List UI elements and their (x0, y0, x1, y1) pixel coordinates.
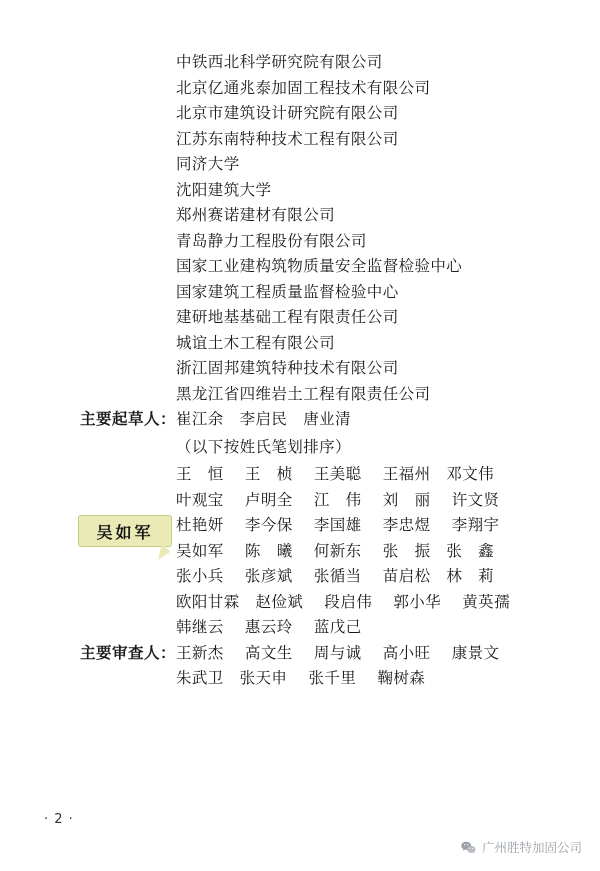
wechat-icon (461, 841, 476, 854)
list-item: 建研地基基础工程有限责任公司 (176, 308, 399, 326)
list-item: 江苏东南特种技术工程有限公司 (176, 129, 399, 148)
list-item: 北京市建筑设计研究院有限公司 (176, 104, 399, 122)
list-item: 叶观宝 卢明全 江 伟 刘 丽 许文贤 (176, 490, 500, 509)
drafters-label: 主要起草人： (80, 410, 177, 428)
drafters-name-list (0, 462, 600, 641)
list-item: 韩继云 惠云玲 蓝戊己 (176, 618, 362, 636)
list-item: 国家工业建构筑物质量安全监督检验中心 (176, 257, 463, 275)
list-item: 黑龙江省四维岩土工程有限责任公司 (176, 384, 431, 403)
reviewers-row (0, 641, 600, 667)
list-item: 郑州赛诺建材有限公司 (176, 206, 336, 224)
list-item: 北京亿通兆泰加固工程技术有限公司 (176, 78, 431, 97)
reviewers-continuation-line: 朱武卫 张天申 张千里 鞠树森 (176, 669, 426, 687)
list-item: 吴如军 陈 曦 何新东 张 振 张 鑫 (176, 541, 495, 560)
footer-brand-label: 广州胜特加固公司 (481, 840, 582, 855)
reviewers-label: 主要审查人： (80, 643, 177, 662)
footer-brand (461, 838, 582, 856)
organization-list (0, 50, 600, 407)
list-item: 浙江固邦建筑特种技术有限公司 (176, 359, 399, 377)
list-item: 城谊土木工程有限公司 (176, 333, 336, 352)
list-item: 欧阳甘霖 赵俭斌 段启伟 郭小华 黄英孺 (176, 592, 510, 611)
list-item: 同济大学 (176, 155, 240, 173)
page-number: · 2 · (44, 812, 74, 827)
list-item: 王 恒 王 桢 王美聪 王福州 邓文伟 (176, 465, 495, 483)
reviewers-first-line: 王新杰 高文生 周与诚 高小旺 康景文 (176, 643, 500, 662)
document-body (0, 50, 600, 692)
list-item: 张小兵 张彦斌 张循当 苗启松 林 莉 (176, 567, 495, 585)
list-item: 中铁西北科学研究院有限公司 (176, 53, 383, 71)
drafters-lead-names: 崔江余 李启民 唐业清 (176, 410, 351, 428)
list-item: 国家建筑工程质量监督检验中心 (176, 282, 399, 301)
list-item: 青岛静力工程股份有限公司 (176, 231, 367, 250)
list-item: 沈阳建筑大学 (176, 180, 272, 199)
drafters-row (0, 407, 600, 433)
drafters-note: （以下按姓氏笔划排序） (176, 437, 351, 456)
highlight-callout: 吴如军 (78, 515, 172, 547)
list-item: 杜艳妍 李今保 李国雄 李忠煜 李翔宇 (176, 516, 500, 534)
